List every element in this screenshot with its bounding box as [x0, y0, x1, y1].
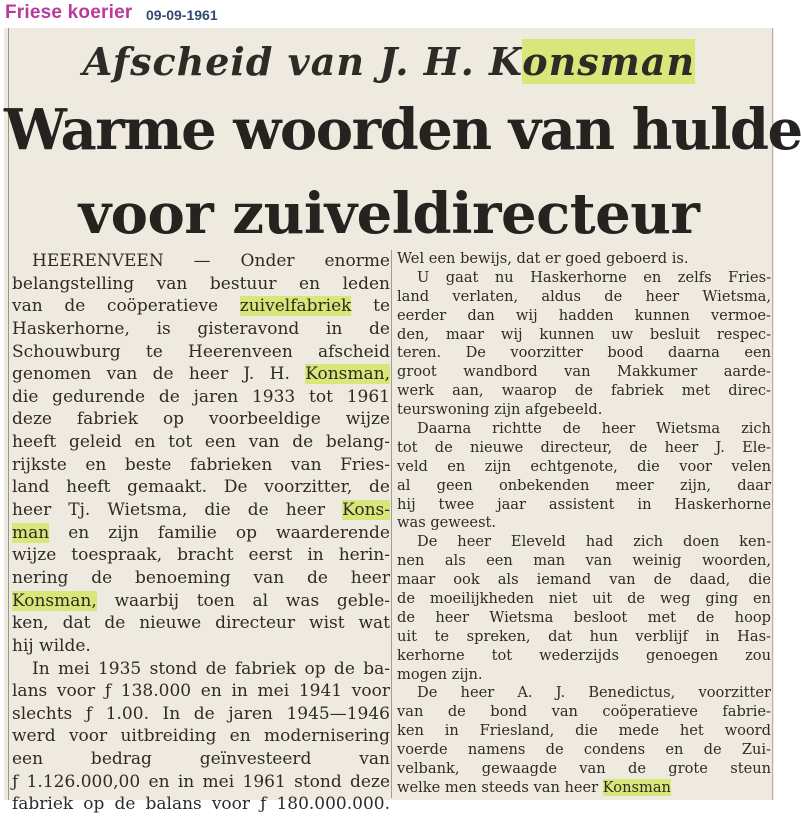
- line-text: groot wandbord van Makkumer aarde-: [397, 363, 771, 381]
- article-line: [12, 341, 390, 364]
- source-header: [0, 0, 776, 28]
- article-line: [397, 477, 771, 496]
- article-line: [12, 635, 390, 658]
- highlighted-term: zuivelfabriek: [239, 296, 352, 317]
- article-line: [397, 344, 771, 363]
- line-text: welke men steeds van heer: [397, 778, 603, 796]
- line-text: land heeft gemaakt. De voorzitter, de: [12, 477, 390, 498]
- article-line: [397, 326, 771, 345]
- article-line: [397, 590, 771, 609]
- article-line: [397, 684, 771, 703]
- kicker-highlight: onsman: [522, 39, 696, 84]
- line-text: maar ook als iemand van de daad, die: [397, 571, 771, 589]
- line-text: fabriek op de balans voor ƒ 180.000.000.: [12, 794, 390, 815]
- article-line: [397, 307, 771, 326]
- article-line: [12, 703, 390, 726]
- line-text: lans voor ƒ 138.000 en in mei 1941 voor: [12, 681, 390, 702]
- article-line: [12, 295, 390, 318]
- line-text: hij twee jaar assistent in Haskerhorne: [397, 495, 771, 513]
- headline-line-1: Warme woorden van hulde: [4, 97, 802, 163]
- line-text: eerder dan wij hadden kunnen vermoe-: [397, 306, 771, 324]
- line-text: U gaat nu Haskerhorne en zelfs Fries-: [417, 268, 771, 286]
- article-line: [397, 628, 771, 647]
- line-text: en zijn familie op waarderende: [49, 522, 390, 543]
- article-line: [12, 476, 390, 499]
- line-text: den, maar wij kunnen uw besluit respec-: [397, 325, 771, 343]
- line-text: voerde namens de condens en de Zui-: [397, 741, 771, 759]
- line-text: ƒ 1.126.000,00 en in mei 1961 stond deze: [12, 771, 390, 792]
- article-line: [12, 431, 390, 454]
- newspaper-name: Friese koerier: [5, 2, 133, 23]
- article-line: [397, 779, 771, 798]
- line-text: Haskerhorne, is gisteravond in de: [12, 318, 390, 339]
- line-text: nen als een man van weinig woorden,: [397, 552, 771, 570]
- article-line: [12, 522, 390, 545]
- article-line: [12, 658, 390, 681]
- article-line: [397, 609, 771, 628]
- line-text: veld en zijn echtgenote, die voor velen: [397, 457, 771, 475]
- article-line: [397, 363, 771, 382]
- article-line: [397, 741, 771, 760]
- highlighted-term: Kons-: [342, 500, 390, 521]
- article-line: [397, 552, 771, 571]
- article-column-right: [397, 250, 771, 798]
- line-text: teurswoning zijn afgebeeld.: [397, 401, 603, 419]
- line-text: de heer Wietsma besloot met de hoop: [397, 608, 771, 626]
- article-line: [397, 269, 771, 288]
- article-line: [397, 496, 771, 515]
- article-line: [397, 514, 771, 533]
- article-line: [397, 533, 771, 552]
- article-line: [12, 386, 390, 409]
- line-text: van de coöperatieve: [12, 296, 240, 317]
- line-text: hij wilde.: [12, 635, 91, 656]
- line-text: die gedurende de jaren 1933 tot 1961: [12, 386, 390, 407]
- line-text: HEERENVEEN — Onder enorme: [32, 251, 390, 271]
- article-line: [397, 439, 771, 458]
- article-line: [12, 363, 390, 386]
- article-line: [397, 647, 771, 666]
- line-text: genomen van de heer J. H.: [12, 364, 306, 385]
- article-line: [12, 408, 390, 431]
- article-line: [12, 725, 390, 748]
- article-line: [12, 499, 390, 522]
- article-line: [397, 288, 771, 307]
- line-text: heer Tj. Wietsma, die de heer: [12, 500, 343, 521]
- column-divider: [391, 250, 392, 798]
- article-column-left: [12, 250, 390, 816]
- article-line: [12, 250, 390, 273]
- line-text: belangstelling van bestuur en leden: [12, 273, 390, 294]
- line-text: al geen onbekenden meer zijn, daar: [397, 476, 771, 494]
- article-line: [12, 793, 390, 816]
- line-text: nering de benoeming van de heer: [12, 567, 390, 588]
- line-text: heeft geleid en tot een van de belang-: [12, 432, 390, 453]
- article-line: [12, 567, 390, 590]
- line-text: land verlaten, aldus de heer Wietsma,: [397, 287, 771, 305]
- line-text: In mei 1935 stond de fabriek op de ba-: [32, 658, 390, 679]
- article-line: [12, 748, 390, 771]
- line-text: ken in Friesland, die mede het woord: [397, 722, 771, 740]
- article-line: [397, 420, 771, 439]
- line-text: tot de nieuwe directeur, de heer J. Ele-: [397, 438, 771, 456]
- highlighted-term: Konsman: [602, 778, 671, 796]
- highlighted-term: man: [12, 522, 50, 543]
- kicker-text: Afscheid van J. H. K: [82, 39, 523, 84]
- line-text: werd voor uitbreiding en modernisering: [12, 726, 390, 747]
- article-line: [12, 273, 390, 296]
- line-text: te: [351, 296, 391, 317]
- line-text: Daarna richtte de heer Wietsma zich: [417, 420, 771, 438]
- highlighted-term: Konsman,: [305, 364, 390, 385]
- article-line: [12, 454, 390, 477]
- line-text: De heer Eleveld had zich doen ken-: [417, 533, 771, 551]
- line-text: teren. De voorzitter bood daarna een: [397, 344, 771, 362]
- line-text: uit te spreken, dat hun verblijf in Has-: [397, 627, 771, 645]
- line-text: was geweest.: [397, 514, 497, 532]
- article-line: [12, 544, 390, 567]
- article-line: [397, 250, 771, 269]
- article-line: [397, 760, 771, 779]
- highlighted-term: Konsman,: [12, 590, 97, 611]
- article-line: [397, 401, 771, 420]
- line-text: kerhorne tot wederzijds genoegen zou: [397, 646, 771, 664]
- article-line: [397, 703, 771, 722]
- line-text: slechts ƒ 1.00. In de jaren 1945—1946: [12, 703, 390, 724]
- newspaper-clipping: [4, 28, 802, 815]
- line-text: waarbij toen al was geble-: [96, 590, 390, 611]
- article-line: [397, 382, 771, 401]
- article-line: [397, 666, 771, 685]
- article-line: [12, 590, 390, 613]
- article-line: [397, 571, 771, 590]
- article-line: [12, 612, 390, 635]
- line-text: van de bond van coöperatieve fabrie-: [397, 703, 771, 721]
- line-text: rijkste en beste fabrieken van Fries-: [12, 454, 390, 475]
- line-text: wijze toespraak, bracht eerst in herin-: [12, 545, 390, 566]
- article-line: [12, 318, 390, 341]
- line-text: de moeilijkheden niet uit de weg ging en: [397, 590, 771, 608]
- article-kicker: [4, 38, 774, 88]
- line-text: Wel een bewijs, dat er goed geboerd is.: [397, 250, 689, 267]
- line-text: mogen zijn.: [397, 665, 483, 683]
- line-text: De heer A. J. Benedictus, voorzitter: [417, 684, 771, 702]
- line-text: velbank, gewaagde van de grote steun: [397, 760, 771, 778]
- line-text: deze fabriek op voorbeeldige wijze: [12, 409, 390, 430]
- article-line: [397, 458, 771, 477]
- article-line: [397, 722, 771, 741]
- line-text: ken, dat de nieuwe directeur wist wat: [12, 613, 390, 634]
- line-text: Schouwburg te Heerenveen afscheid: [12, 341, 390, 362]
- line-text: werk aan, waarop de fabriek met direc-: [397, 382, 771, 400]
- article-line: [12, 680, 390, 703]
- article-line: [12, 771, 390, 794]
- publication-date: 09-09-1961: [146, 7, 218, 23]
- headline-line-2: voor zuiveldirecteur: [78, 181, 700, 247]
- line-text: een bedrag geïnvesteerd van: [12, 749, 390, 770]
